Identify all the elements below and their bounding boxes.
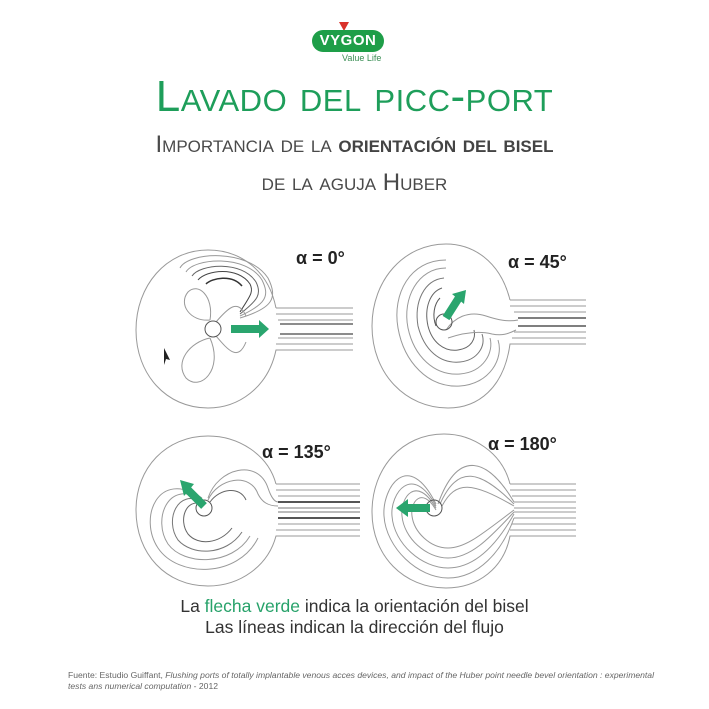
page-title: Lavado del picc-port: [155, 72, 554, 121]
subtitle-line-1: [0, 128, 709, 162]
arrow-shaft: [231, 325, 259, 333]
caption-text: indica la orientación del bisel: [300, 596, 529, 616]
arrow-shaft: [446, 296, 460, 318]
subtitle-emphasis: orientación del bisel: [338, 131, 554, 158]
source-prefix: Fuente: Estudio Guiffant,: [68, 670, 166, 680]
vygon-logo: [312, 22, 392, 68]
flow-diagram-45deg: [368, 238, 598, 418]
flow-diagram-135deg: [128, 428, 368, 598]
logo-wordmark: VYGON: [312, 30, 384, 52]
flow-diagram-180deg: [368, 428, 598, 598]
green-arrow-icon: [259, 320, 269, 338]
angle-label: α = 180°: [488, 434, 557, 454]
arrow-shaft: [408, 504, 430, 512]
subtitle-line-2: de la aguja Huber: [261, 169, 448, 196]
source-suffix: - 2012: [191, 681, 219, 691]
angle-label: α = 45°: [508, 252, 567, 272]
caption-green-text: flecha verde: [204, 596, 301, 616]
caption-text: La: [180, 596, 205, 616]
subtitle-text: Importancia de la: [155, 131, 339, 158]
cursor-icon: [164, 348, 170, 365]
angle-label: α = 0°: [296, 248, 345, 268]
logo-tagline: Value Life: [342, 53, 382, 63]
source-citation: [68, 670, 668, 692]
flow-diagram-0deg: [128, 238, 368, 418]
arrow-shaft: [188, 490, 204, 506]
source-title: Flushing ports of totally implantable venous acces devices, and impact of the Huber point needle bevel orientation : experimental tests ans numerical computation: [68, 670, 654, 691]
caption-line-1: [0, 596, 709, 617]
legend-captions: [0, 596, 709, 638]
caption-line-2: Las líneas indican la dirección del flujo: [205, 617, 504, 637]
angle-label: α = 135°: [262, 442, 331, 462]
